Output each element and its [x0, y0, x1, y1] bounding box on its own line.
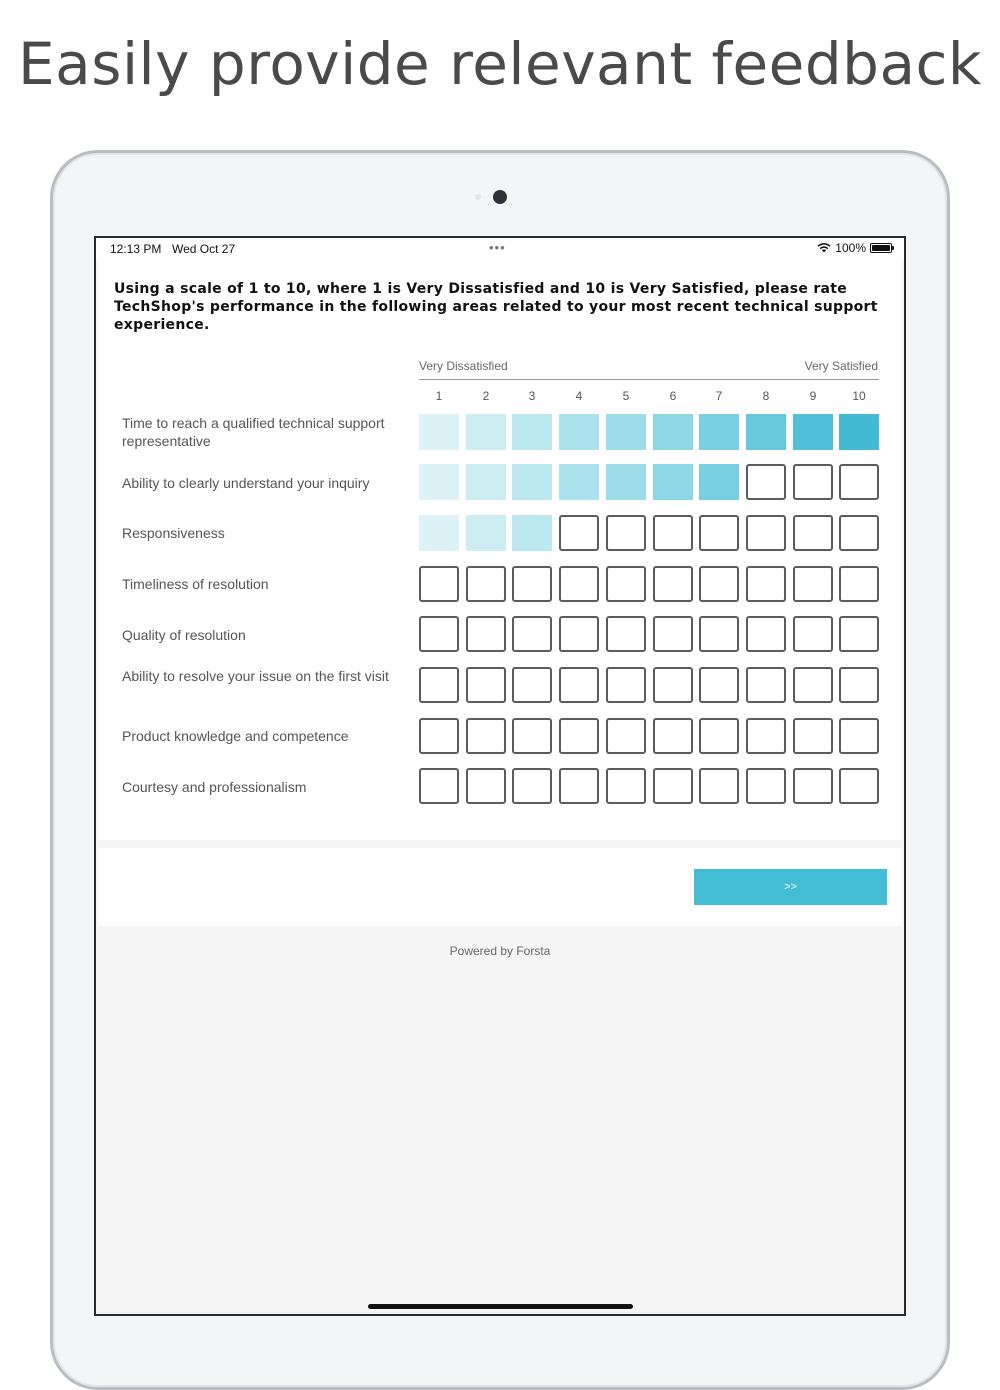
sensor-dot: [475, 194, 481, 200]
rating-cell[interactable]: [466, 667, 506, 703]
rating-cell[interactable]: [559, 768, 599, 804]
scale-column-number: 7: [715, 389, 723, 403]
rating-cell[interactable]: [559, 566, 599, 602]
rating-cell[interactable]: [793, 515, 833, 551]
rating-cell-selected[interactable]: [512, 515, 552, 551]
rating-cell[interactable]: [466, 768, 506, 804]
rating-cell[interactable]: [466, 566, 506, 602]
rating-cell-selected[interactable]: [559, 414, 599, 450]
rating-cell[interactable]: [839, 464, 879, 500]
scale-column-number: 3: [528, 389, 536, 403]
rating-cell-selected[interactable]: [699, 414, 739, 450]
question-text: Using a scale of 1 to 10, where 1 is Very Dissatisfied and 10 is Very Satisfied, please rate TechShop's performance in the following areas related to your most recent technical support experience.: [114, 281, 878, 333]
rating-cell[interactable]: [653, 718, 693, 754]
rating-cell[interactable]: [793, 566, 833, 602]
row-label: Ability to resolve your issue on the first visit: [122, 668, 389, 684]
rating-cell[interactable]: [653, 616, 693, 652]
rating-cell[interactable]: [746, 515, 786, 551]
row-label: Ability to clearly understand your inquiry: [122, 475, 370, 491]
scale-column-number: 4: [575, 389, 583, 403]
rating-cell[interactable]: [746, 718, 786, 754]
survey-card: [98, 260, 902, 840]
rating-cell[interactable]: [559, 515, 599, 551]
battery-icon: [870, 243, 892, 253]
powered-by-footer: Powered by Forsta: [449, 944, 551, 958]
rating-cell[interactable]: [606, 768, 646, 804]
scale-label-right: Very Satisfied: [804, 359, 878, 373]
rating-cell-selected[interactable]: [466, 515, 506, 551]
row-label: Responsiveness: [122, 525, 225, 541]
scale-column-number: 1: [435, 389, 443, 403]
tablet-screen: [94, 236, 906, 1316]
rating-cell[interactable]: [419, 768, 459, 804]
rating-cell[interactable]: [839, 718, 879, 754]
status-indicators: [817, 241, 892, 255]
row-label: Timeliness of resolution: [122, 576, 269, 592]
scale-column-number: 6: [669, 389, 677, 403]
rating-cell[interactable]: [419, 718, 459, 754]
scale-column-number: 5: [622, 389, 630, 403]
rating-cell[interactable]: [466, 616, 506, 652]
rating-cell-selected[interactable]: [653, 414, 693, 450]
rating-cell[interactable]: [512, 616, 552, 652]
rating-cell[interactable]: [746, 566, 786, 602]
rating-cell[interactable]: [793, 768, 833, 804]
headline: Easily provide relevant feedback: [18, 30, 982, 98]
rating-cell[interactable]: [793, 616, 833, 652]
rating-cell[interactable]: [793, 464, 833, 500]
rating-cell[interactable]: [793, 667, 833, 703]
rating-cell[interactable]: [512, 718, 552, 754]
rating-cell[interactable]: [559, 718, 599, 754]
rating-cell[interactable]: [419, 667, 459, 703]
rating-cell-selected[interactable]: [839, 414, 879, 450]
rating-cell[interactable]: [746, 616, 786, 652]
multitasking-dots-icon[interactable]: •••: [489, 240, 506, 255]
wifi-icon: [817, 243, 831, 253]
rating-cell[interactable]: [606, 515, 646, 551]
scale-divider: [419, 379, 879, 380]
rating-cell[interactable]: [559, 616, 599, 652]
status-bar: [96, 238, 904, 260]
rating-cell-selected[interactable]: [746, 414, 786, 450]
rating-cell[interactable]: [746, 464, 786, 500]
rating-cell[interactable]: [699, 667, 739, 703]
rating-cell[interactable]: [746, 667, 786, 703]
rating-cell[interactable]: [606, 718, 646, 754]
scale-column-number: 8: [762, 389, 770, 403]
battery-percent: 100%: [835, 241, 866, 255]
rating-cell[interactable]: [653, 768, 693, 804]
rating-cell-selected[interactable]: [699, 464, 739, 500]
rating-cell-selected[interactable]: [512, 464, 552, 500]
rating-cell[interactable]: [512, 667, 552, 703]
rating-cell[interactable]: [653, 566, 693, 602]
camera-icon: [493, 190, 507, 204]
row-label: Product knowledge and competence: [122, 728, 349, 744]
rating-cell-selected[interactable]: [419, 414, 459, 450]
rating-cell[interactable]: [839, 768, 879, 804]
rating-cell[interactable]: [606, 616, 646, 652]
rating-cell-selected[interactable]: [466, 414, 506, 450]
rating-cell-selected[interactable]: [419, 464, 459, 500]
rating-cell[interactable]: [699, 566, 739, 602]
rating-cell[interactable]: [559, 667, 599, 703]
rating-cell[interactable]: [606, 566, 646, 602]
navigation-bar: [98, 848, 902, 926]
rating-cell-selected[interactable]: [512, 414, 552, 450]
rating-cell[interactable]: [793, 718, 833, 754]
scale-column-number: 2: [482, 389, 490, 403]
rating-cell[interactable]: [419, 566, 459, 602]
rating-cell[interactable]: [653, 667, 693, 703]
rating-cell[interactable]: [699, 718, 739, 754]
rating-cell[interactable]: [699, 616, 739, 652]
rating-cell-selected[interactable]: [793, 414, 833, 450]
rating-cell[interactable]: [839, 515, 879, 551]
home-indicator[interactable]: [368, 1304, 633, 1309]
rating-cell-selected[interactable]: [606, 414, 646, 450]
row-label: Courtesy and professionalism: [122, 779, 307, 795]
rating-cell-selected[interactable]: [466, 464, 506, 500]
next-button[interactable]: >>: [694, 869, 887, 905]
rating-cell[interactable]: [746, 768, 786, 804]
scale-label-left: Very Dissatisfied: [419, 359, 508, 373]
rating-cell[interactable]: [512, 768, 552, 804]
rating-cell-selected[interactable]: [653, 464, 693, 500]
rating-cell[interactable]: [699, 515, 739, 551]
rating-cell-selected[interactable]: [419, 515, 459, 551]
rating-cell[interactable]: [606, 667, 646, 703]
rating-cell[interactable]: [419, 616, 459, 652]
rating-cell[interactable]: [653, 515, 693, 551]
status-date: Wed Oct 27: [172, 242, 236, 256]
rating-cell[interactable]: [839, 616, 879, 652]
status-time: 12:13 PM: [110, 242, 162, 256]
rating-cell[interactable]: [839, 566, 879, 602]
scale-column-number: 10: [852, 389, 866, 403]
scale-column-number: 9: [809, 389, 817, 403]
rating-cell-selected[interactable]: [606, 464, 646, 500]
row-label: Quality of resolution: [122, 627, 246, 643]
rating-cell[interactable]: [466, 718, 506, 754]
rating-cell[interactable]: [839, 667, 879, 703]
rating-cell[interactable]: [512, 566, 552, 602]
rating-cell[interactable]: [699, 768, 739, 804]
rating-cell-selected[interactable]: [559, 464, 599, 500]
row-label: Time to reach a qualified technical support representative: [122, 415, 385, 449]
